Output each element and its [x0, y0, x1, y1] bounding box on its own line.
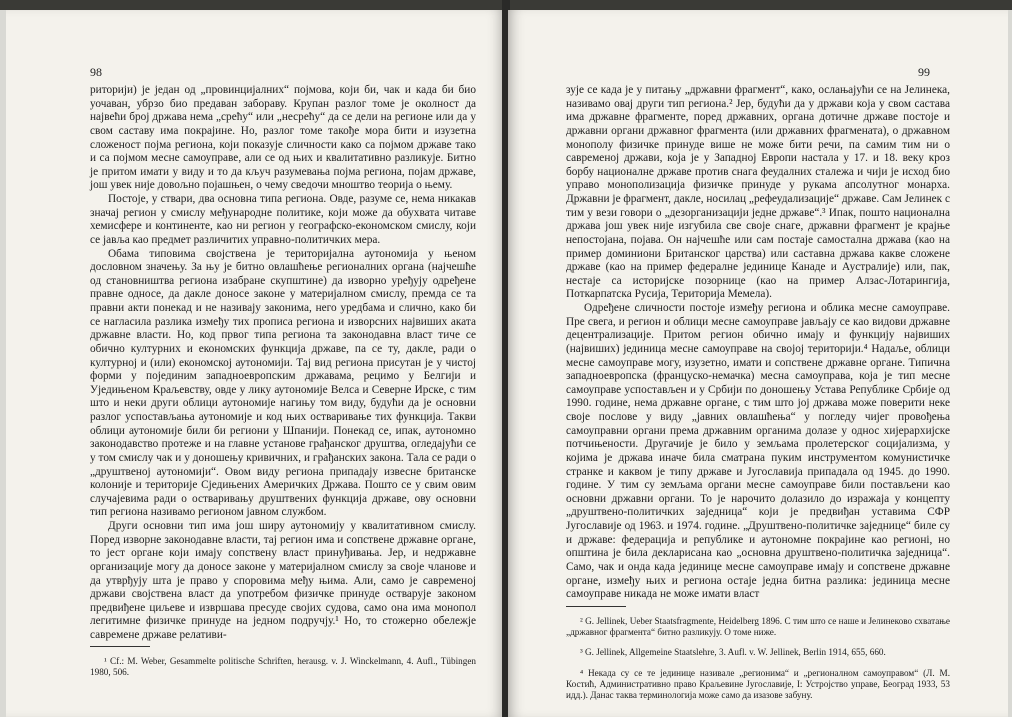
paragraph: зује се када је у питању „државни фрагмент“, како, ослањајући се на Јелинека, називамо овај други тип региона.² Јер, будући да у држави која у свом састава има државне фрагменте, поред државних, органа дотичне државе постоје и државни органи државног фрагмента (или државних фрагмената), о државном монополу физичке принуде више не може бити речи, па самим тим ни о савременој држави, која је у Западној Европи настала у 17. и 18. веку кроз борбу националне државе против снага феудалних сталежа и чији је исход био управо монополизација физичке принуде у рукама апсолутног монарха. Државни је фрагмент, дакле, носилац „рефеудализације“ државе. Сам Јелинек с тим у вези говори о „дезорганизацији једне државе“.³ Ипак, пошто национална држава још увек није изгубила све своје снаге, државни фрагмент је крајње непостојана, појава. Он најчешће или сам постаје самостална држава (као на пример доминиони Британског царства) или саставна држава какве сложене државе (као на пример федералне јединице Канаде и Аустралије) или, пак, нестаје са историјске позорнице (као на пример Алзас-Лотарингија, Поткарпатска Русија, Територија Мемела).	[566, 84, 950, 301]
right-footnotes	[566, 598, 950, 710]
paragraph: Обама типовима својствена је територијална аутономија у њеном дословном значењу. За њу је битно овлашћење регионалних органа (најчешће од становништва региона изабране скупштине) да изворно уређују одређене правне односе, да дакле доносе законе у материјалном смислу, премда се та правни акти понекад и не називају законима, него уредбама и слично, како би се нагласила разлика између тих прописа региона и изворсних највиших аката државне власти. Но, код првог типа региона та законодавна власт тиче се обично културних и економских функција државе, па се ту, дакле, ради о културној и (или) економској аутономији. Тај вид региона присутан је у чистој форми у појединим западноевропским државама, рецимо у Белгији и Уједињеном Краљевству, овде у лику аутономије Велса и Северне Ирске, с тим што и неки други облици аутономије нагињу том виду, будући да је основни разлог успостављања аутономије и код њих остваривање тих функција. Такви облици аутономије били би региони у Шпанији. Понекад се, ипак, аутономно законодавство протеже и на главне установе грађанског друштва, огледајући се у том смислу чак и у доношењу кривичних, и грађанских закона. Тала се ради о „друштвеној аутономији“. Овом виду региона припадају извесне британске колоније и територије Сједињених Америчких Држава. Пошто се у свим овим случајевима ради о остваривању друштвених функција државе, ову основни тип региона називамо регионом јавном службом.	[90, 247, 476, 519]
paragraph: Други основни тип има још ширу аутономију у квалитативном смислу. Поред изворне законодавне власти, тај регион има и сопствене државне органе, то јест органе који имају сопствену власт принуђивања. Јер, и недржавне организације могу да доносе законе у материјалном смислу за своје чланове и да утврђују шта је право у споровима међу њима. Али, само је савременој држави својствена власт да употребом физичке принуде остварује законом предвиђене циљеве и извршава пресуде својих судова, само она има монопол легитимне физичке принуде на једном подручју.¹ Но, то стожерно обележје савремене државе релативи-	[90, 520, 476, 641]
footnote-rule	[566, 606, 626, 607]
footnote: ³ G. Jellinek, Allgemeine Staatslehre, 3. Aufl. v. W. Jellinek, Berlin 1914, 655, 660.	[580, 647, 886, 658]
left-footnotes	[90, 638, 476, 687]
right-body-text	[566, 84, 950, 602]
footnote-rule	[90, 646, 150, 647]
paragraph: Постоје, у ствари, два основна типа региона. Овде, разуме се, нема никакав значај регион у смислу међународне политике, који може да обухвата читаве хемисфере и континенте, као ни регион у географско-економском смислу, који се јавља као предмет различитих управно-политичких мера.	[90, 193, 476, 246]
left-body-text	[90, 84, 476, 643]
right-page	[508, 10, 1008, 717]
footnote: ² G. Jellinek, Ueber Staatsfragmente, Heidelberg 1896. С тим што се наше и Јелинеково схватање „државног фрагмента“ битно разликују. О томе ниже.	[566, 616, 950, 638]
left-page	[6, 10, 504, 717]
footnote: ⁴ Некада су се те јединице називале „регионима“ и „регионалном самоуправом“ (Л. М. Костић, Административно право Краљевине Југославије, I: Устројство управе, Београд 1933, 53 идд.). Данас таква терминологија може само да изазове забуну.	[566, 667, 950, 700]
paragraph: риторији) је један од „провинцијалних“ појмова, који би, чак и када би био уочаван, убрзо био предаван забораву. Крупан разлог томе је околност да највећи број држава нема „срећу“ или „несрећу“ да се дели на регионе или да у свом саставу има покрајине. Но, разлог томе такође мора бити и изузетна сложеност појма региона, који показује сличности како са појмом државе тако и са појмом месне самоуправе, али се од њих и квалитативно разликује. Битно је притом имати у виду и то да кључ разумевања појма региона, појам државе, још увек није довољно појашњен, о чему сведочи мноштво теорија о њему.	[90, 84, 476, 192]
footnote: ¹ Cf.: M. Weber, Gesammelte politische Schriften, herausg. v. J. Winckelmann, 4. Aufl., Tübingen 1980, 506.	[90, 656, 476, 678]
page-number-left: 98	[90, 65, 102, 79]
paragraph: Одређене сличности постоје између региона и облика месне самоуправе. Пре свега, и регион и облици месне самоуправе јављају се као видови државне децентрализације. Притом регион обично имају и функцију највиших (највиших) јединица месне самоуправе на својој територији.⁴ Надаље, облици месне самоуправе могу, изузетно, имати и сопствене државне органе. Типична западноевропска (француско-немачка) месна самоуправа, која је тип месне самоуправе успостављен и у Србији по доношењу Устава Републике Србије од 1990. године, нема државне органе, с тим што јој држава може поверити неке своје послове у виду „јавних овлашћења“ у погледу чијег провођења самоуправни органи према државним органима долазе у однос хијерархијске потчињености. Другачије је било у земљама пролетерског социјализма, у којима је држава иначе била сматрана пуким инструментом комунистичке странке и каквом је типу државе и Југославија припадала од 1945. до 1990. године. У тим су земљама органи месне самоуправе били постављени као основни државни органи. То је нарочито долазило до изражаја у концепту „друштвено-политичких заједница“ који је предвиђан уставима СФР Југославије од 1963. и 1974. године. „Друштвено-политичке заједнице“ биле су и државе: федерација и републике и аутономне покрајине као регионi, но општина је била декларисана као „основна друштвено-политичка заједница“. Само, чак и онда када јединице месне самоуправе имају и сопствене државне органе, између њих и региона остаје једна битна разлика: јединица месне самоуправе никада не може имати власт	[566, 302, 950, 601]
page-number-right: 99	[918, 65, 930, 79]
